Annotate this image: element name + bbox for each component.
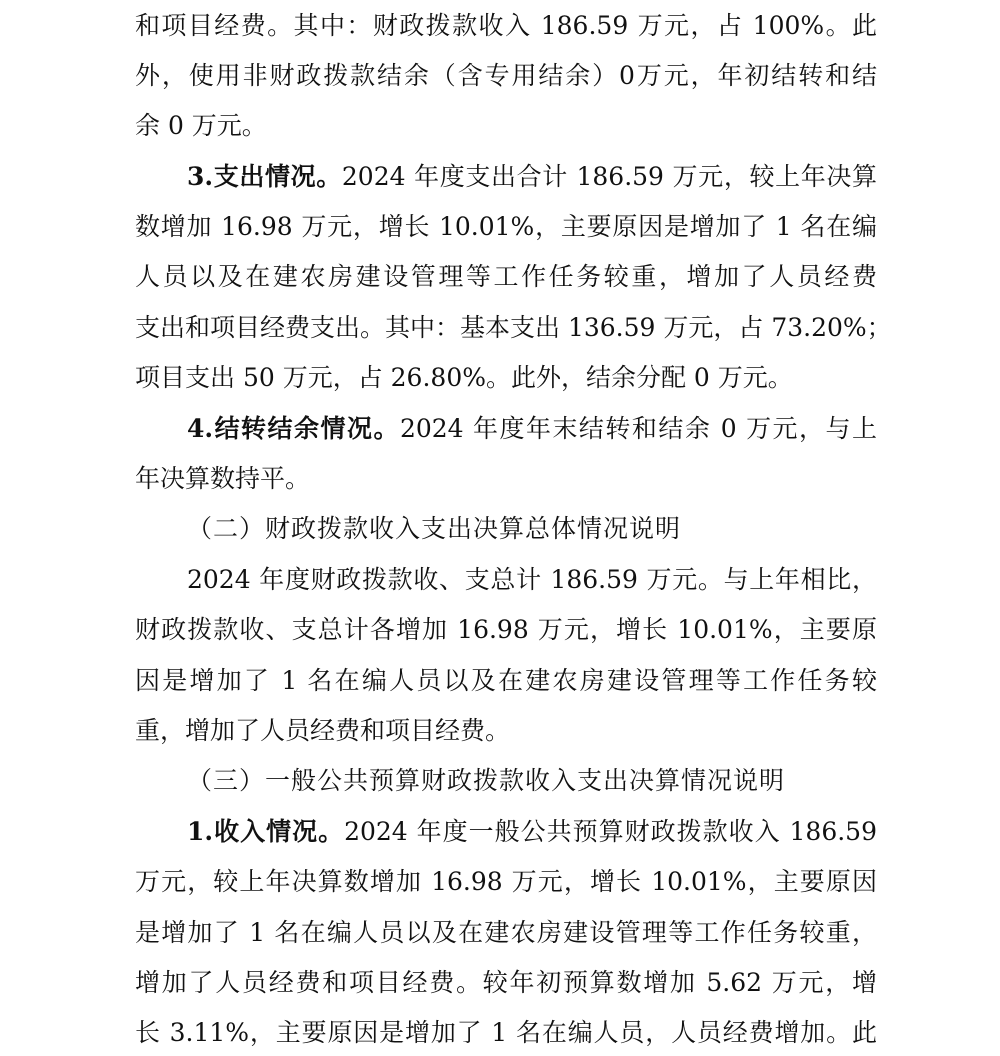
paragraph-first-line	[187, 812, 877, 852]
text-line: 外，使用非财政拨款结余（含专用结余）0万元，年初结转和结	[135, 61, 877, 90]
text-line: 人员以及在建农房建设管理等工作任务较重，增加了人员经费	[135, 262, 877, 291]
text-line: 增加了人员经费和项目经费。较年初预算数增加 5.62 万元，增	[135, 968, 877, 997]
text-line: 支出和项目经费支出。其中：基本支出 136.59 万元，占 73.20%；	[135, 313, 892, 342]
text-line: 重，增加了人员经费和项目经费。	[135, 716, 511, 745]
text-run: 2024 年度一般公共预算财政拨款收入 186.59	[344, 817, 877, 846]
text-line: 余 0 万元。	[135, 111, 267, 140]
text-line: 年决算数持平。	[135, 464, 311, 493]
text-line: 万元，较上年决算数增加 16.98 万元，增长 10.01%，主要原因	[135, 867, 877, 896]
text-line: 财政拨款收、支总计各增加 16.98 万元，增长 10.01%，主要原	[135, 615, 877, 644]
text-line: 项目支出 50 万元，占 26.80%。此外，结余分配 0 万元。	[135, 363, 793, 392]
section-lead: 3.支出情况。	[187, 162, 342, 191]
section-heading: （三）一般公共预算财政拨款收入支出决算情况说明	[187, 766, 786, 795]
section-lead: 4.结转结余情况。	[187, 414, 400, 443]
text-line: 因是增加了 1 名在编人员以及在建农房建设管理等工作任务较	[135, 666, 877, 695]
paragraph-first-line	[187, 157, 877, 197]
text-line: 是增加了 1 名在编人员以及在建农房建设管理等工作任务较重，	[135, 918, 877, 947]
text-line: 长 3.11%，主要原因是增加了 1 名在编人员，人员经费增加。此	[135, 1018, 877, 1047]
text-run: 2024 年度年末结转和结余 0 万元，与上	[399, 414, 878, 443]
section-heading: （二）财政拨款收入支出决算总体情况说明	[187, 514, 682, 543]
paragraph-first-line	[187, 409, 877, 449]
text-line: 数增加 16.98 万元，增长 10.01%，主要原因是增加了 1 名在编	[135, 212, 877, 241]
paragraph-first-line: 2024 年度财政拨款收、支总计 186.59 万元。与上年相比，	[187, 565, 877, 594]
section-lead: 1.收入情况。	[187, 817, 345, 846]
text-line: 和项目经费。其中：财政拨款收入 186.59 万元，占 100%。此	[135, 11, 877, 40]
text-run: 2024 年度支出合计 186.59 万元，较上年决算	[341, 162, 877, 191]
